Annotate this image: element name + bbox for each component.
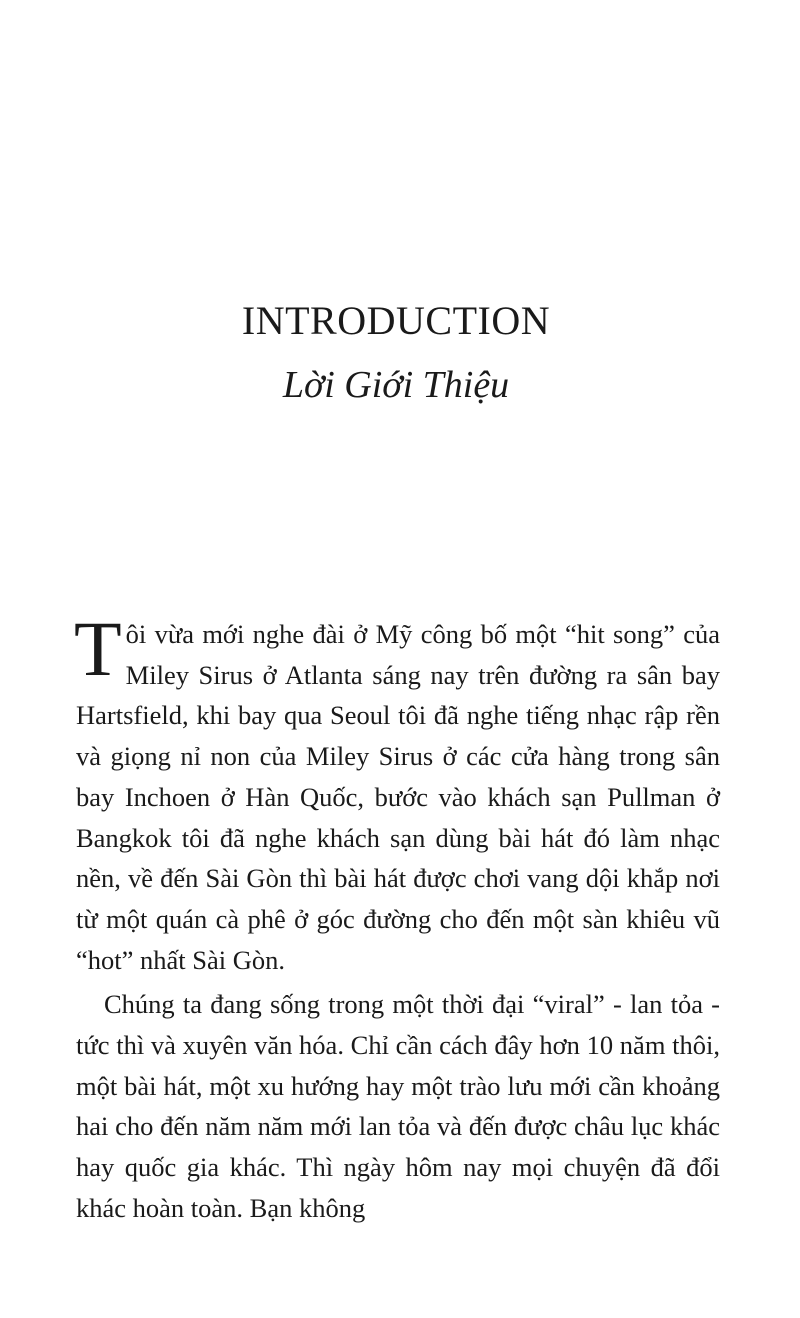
paragraph-2: Chúng ta đang sống trong một thời đại “viral” - lan tỏa - tức thì và xuyên văn hóa. Chỉ cần cách đây hơn 10 năm thôi, một bài hát, một xu hướng hay một trào lưu mới cần khoảng hai cho đến năm năm mới lan tỏa và đến được châu lục khác hay quốc gia khác. Thì ngày hôm nay mọi chuyện đã đổi khác hoàn toàn. Bạn không	[76, 989, 720, 1223]
chapter-subtitle: Lời Giới Thiệu	[282, 364, 510, 406]
paragraph-1-text: ôi vừa mới nghe đài ở Mỹ công bố một “hit song” của Miley Sirus ở Atlanta sáng nay trên đường ra sân bay Hartsfield, khi bay qua Seoul tôi đã nghe tiếng nhạc rập rền và giọng nỉ non của Miley Sirus ở các cửa hàng trong sân bay Inchoen ở Hàn Quốc, bước vào khách sạn Pullman ở Bangkok tôi đã nghe khách sạn dùng bài hát đó làm nhạc nền, về đến Sài Gòn thì bài hát được chơi vang dội khắp nơi từ một quán cà phê ở góc đường cho đến một sàn khiêu vũ “hot” nhất Sài Gòn.	[76, 619, 720, 975]
paragraph-1	[74, 605, 720, 980]
chapter-heading	[0, 296, 800, 408]
drop-cap: T	[74, 605, 122, 692]
body-text	[74, 605, 720, 1229]
chapter-title: INTRODUCTION	[241, 298, 551, 343]
